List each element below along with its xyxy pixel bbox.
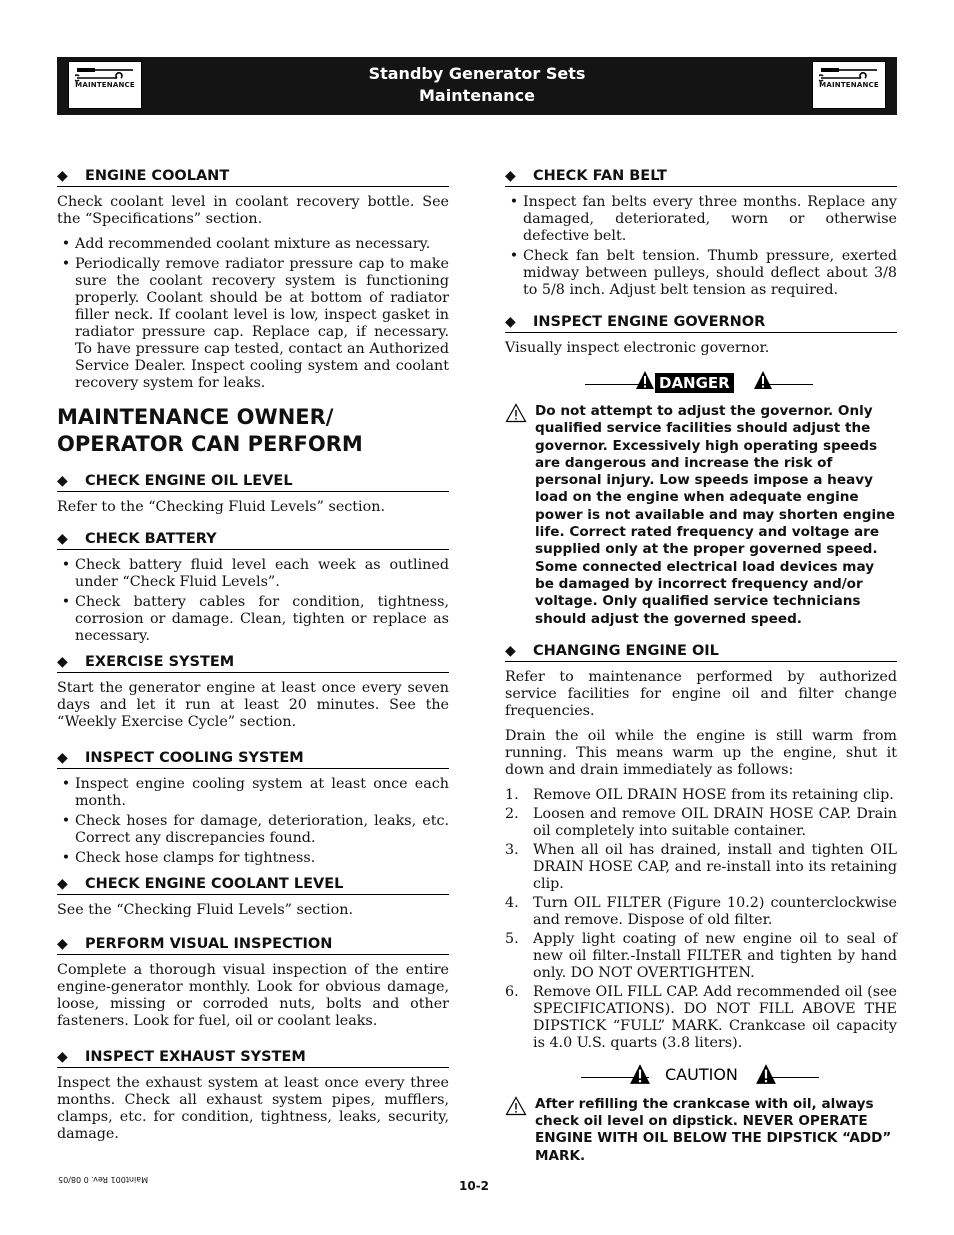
- list-item: 5. Apply light coating of new engine oil to seal of new oil filter.-Install FILTER and tighten by hand only. DO NOT OVERTIGHTEN.: [505, 930, 897, 981]
- danger-label: DANGER: [655, 373, 734, 393]
- warning-triangle-icon: [755, 1063, 777, 1085]
- danger-notice: [505, 403, 897, 628]
- danger-banner: [505, 367, 897, 395]
- paragraph: See the “Checking Fluid Levels” section.: [57, 902, 353, 918]
- diamond-icon: ◆: [57, 531, 68, 547]
- list-item: • Inspect fan belts every three months. Replace any damaged, deteriorated, worn or otherwise defective belt.: [505, 194, 897, 245]
- right-column: [505, 167, 897, 1179]
- list-item: • Add recommended coolant mixture as necessary.: [57, 236, 449, 253]
- paragraph: Refer to maintenance performed by authorized service facilities for engine oil and filter change frequencies.: [505, 668, 897, 719]
- bullet-list: [57, 776, 449, 867]
- badge-label: MAINTENANCE: [75, 81, 135, 89]
- bullet-list: [57, 236, 449, 392]
- diamond-icon: ◆: [57, 654, 68, 670]
- document-code: Maint001 Rev. 0 08/05: [58, 1175, 149, 1184]
- diamond-icon: ◆: [505, 314, 516, 330]
- diamond-icon: ◆: [57, 750, 68, 766]
- maintenance-badge-right: [812, 61, 886, 109]
- section-heading: ◆ EXERCISE SYSTEM: [57, 653, 449, 673]
- warning-triangle-icon: [629, 1063, 651, 1085]
- section-heading: ◆ PERFORM VISUAL INSPECTION: [57, 935, 449, 955]
- header-line-1: Standby Generator Sets: [368, 64, 586, 83]
- diamond-icon: ◆: [505, 168, 516, 184]
- paragraph: Drain the oil while the engine is still warm from running. This means warm up the engine, shut it down and drain immediately as follows:: [505, 727, 897, 778]
- page-number: 10-2: [459, 1179, 490, 1193]
- warning-triangle-outline-icon: [505, 1096, 527, 1116]
- list-item: • Periodically remove radiator pressure cap to make sure the coolant recovery system is functioning properly. Coolant should be at bottom of radiator filler neck. If coolant level is low, inspect gasket in radiator pressure cap. Replace cap, if necessary. To have pressure cap tested, contact an Authorized Service Dealer. Inspect cooling system and coolant recovery system for leaks.: [57, 256, 449, 392]
- list-item: 2. Loosen and remove OIL DRAIN HOSE CAP. Drain oil completely into suitable container.: [505, 805, 897, 839]
- header-line-2: Maintenance: [418, 86, 535, 105]
- list-item: • Check fan belt tension. Thumb pressure, exerted midway between pulleys, should deflect about 3/8 to 5/8 inch. Adjust belt tension as required.: [505, 248, 897, 299]
- paragraph: Check coolant level in coolant recovery bottle. See the “Specifications” section.: [57, 194, 449, 227]
- left-column: [57, 167, 449, 1151]
- chapter-heading: MAINTENANCE OWNER/ OPERATOR CAN PERFORM: [57, 405, 363, 456]
- page-header: [57, 57, 897, 115]
- wrench-screwdriver-icon: [819, 66, 881, 82]
- paragraph: Visually inspect electronic governor.: [505, 340, 770, 356]
- bullet-list: [505, 194, 897, 299]
- diamond-icon: ◆: [57, 876, 68, 892]
- paragraph: Refer to the “Checking Fluid Levels” section.: [57, 499, 385, 515]
- caution-banner: [505, 1060, 897, 1088]
- list-item: 3. When all oil has drained, install and tighten OIL DRAIN HOSE CAP, and re-install into its retaining clip.: [505, 841, 897, 892]
- warning-triangle-outline-icon: [505, 403, 527, 423]
- warning-triangle-icon: [753, 370, 773, 390]
- caution-text: After refilling the crankcase with oil, always check oil level on dipstick. NEVER OPERATE ENGINE WITH OIL BELOW THE DIPSTICK “ADD” MARK.: [535, 1095, 892, 1164]
- header-title: [57, 63, 897, 107]
- section-heading: ◆ CHECK FAN BELT: [505, 167, 897, 187]
- diamond-icon: ◆: [505, 642, 516, 659]
- list-item: 6. Remove OIL FILL CAP. Add recommended oil (see SPECIFICATIONS). DO NOT FILL ABOVE THE DIPSTICK “FULL” MARK. Crankcase oil capacity is 4.0 U.S. quarts (3.8 liters).: [505, 983, 897, 1051]
- list-item: • Check hoses for damage, deterioration, leaks, etc. Correct any discrepancies found.: [57, 813, 449, 847]
- diamond-icon: ◆: [57, 936, 68, 952]
- list-item: • Check battery cables for condition, tightness, corrosion or damage. Clean, tighten or replace as necessary.: [57, 594, 449, 645]
- diamond-icon: ◆: [57, 168, 68, 184]
- section-heading: ◆ CHECK ENGINE OIL LEVEL: [57, 472, 449, 492]
- caution-notice: [505, 1096, 897, 1165]
- list-item: • Check hose clamps for tightness.: [57, 850, 449, 867]
- section-heading: ◆ CHANGING ENGINE OIL: [505, 642, 897, 662]
- section-heading: ◆ CHECK BATTERY: [57, 530, 449, 550]
- bullet-list: [57, 557, 449, 645]
- warning-triangle-icon: [635, 370, 655, 390]
- danger-text: Do not attempt to adjust the governor. Only qualified service facilities should adjust the governor. Excessively high operating speeds are dangerous and increase the risk of personal injury. Low speeds impose a heavy load on the engine when adequate engine power is not available and may shorten engine life. Correct rated frequency and voltage are supplied only at the proper governed speed. Some connected electrical load devices may be damaged by incorrect frequency and/or voltage. Only qualified service technicians should adjust the governed speed.: [535, 403, 896, 627]
- caution-label: CAUTION: [665, 1064, 738, 1084]
- section-heading: ◆ CHECK ENGINE COOLANT LEVEL: [57, 875, 449, 895]
- list-item: 4. Turn OIL FILTER (Figure 10.2) counterclockwise and remove. Dispose of old filter.: [505, 894, 897, 928]
- numbered-list: [505, 787, 897, 1052]
- paragraph: Inspect the exhaust system at least once every three months. Check all exhaust system pipes, mufflers, clamps, etc. for condition, tightness, leaks, security, damage.: [57, 1075, 449, 1142]
- list-item: 1. Remove OIL DRAIN HOSE from its retaining clip.: [505, 786, 894, 803]
- section-heading: ◆ ENGINE COOLANT: [57, 167, 449, 187]
- section-heading: ◆ INSPECT ENGINE GOVERNOR: [505, 313, 897, 333]
- paragraph: Complete a thorough visual inspection of the entire engine-generator monthly. Look for obvious damage, loose, missing or corroded nuts, bolts and other fasteners. Look for fuel, oil or coolant leaks.: [57, 962, 449, 1029]
- list-item: • Inspect engine cooling system at least once each month.: [57, 776, 449, 810]
- badge-label: MAINTENANCE: [819, 81, 879, 89]
- paragraph: Start the generator engine at least once every seven days and let it run at least 20 minutes. See the “Weekly Exercise Cycle” section.: [57, 680, 449, 730]
- section-heading: ◆ INSPECT COOLING SYSTEM: [57, 749, 449, 769]
- diamond-icon: ◆: [57, 1049, 68, 1065]
- diamond-icon: ◆: [57, 473, 68, 489]
- list-item: • Check battery fluid level each week as outlined under “Check Fluid Levels”.: [57, 557, 449, 591]
- section-heading: ◆ INSPECT EXHAUST SYSTEM: [57, 1048, 449, 1068]
